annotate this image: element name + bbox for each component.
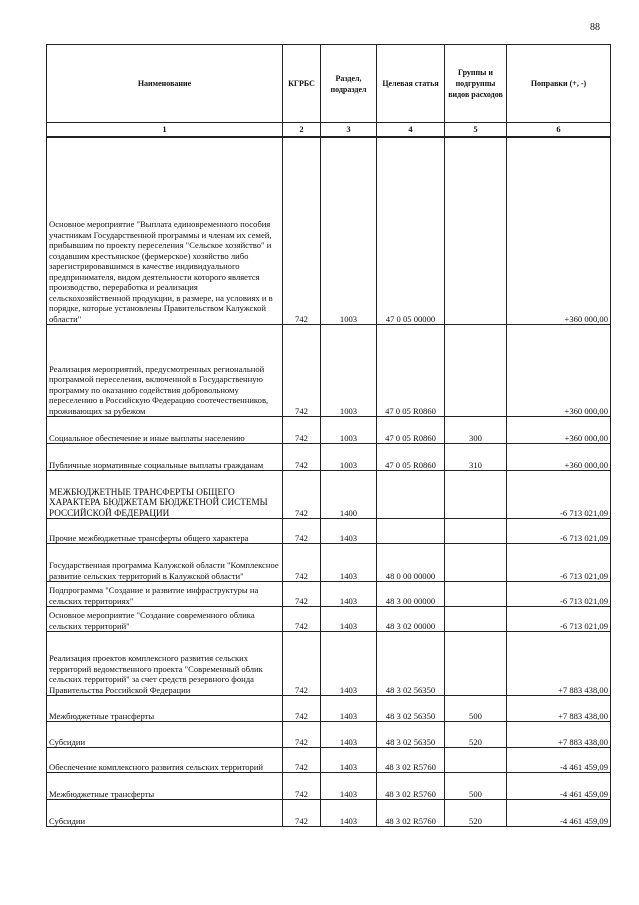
table-row [47, 632, 611, 696]
table-row [47, 748, 611, 773]
row-name: Реализация проектов комплексного развития сельских территорий ведомственного проекта "Современный облик сельских территорий" за счет средств резервного фонда Правительства Российской Федерации [47, 632, 283, 696]
row-section: 1400 [321, 471, 377, 519]
row-amount: -4 461 459,09 [507, 748, 611, 773]
row-name: Основное мероприятие "Выплата единовременного пособия участникам Государственной программы и членам их семей, прибывшим по проекту переселения "Сельское хозяйство" и создавшим крестьянское (фермерское) хозяйство либо зарегистрировавшимся в качестве индивидуального предпринимателя, видом деятельности которого является производство, переработка и реализация сельскохозяйственной продукции, в размере, на условиях и в порядке, которые установлены Правительством Калужской области" [47, 137, 283, 325]
row-name: Социальное обеспечение и иные выплаты населению [47, 417, 283, 444]
row-target: 47 0 05 R0860 [377, 444, 445, 471]
row-target: 48 3 02 R5760 [377, 748, 445, 773]
row-section: 1403 [321, 748, 377, 773]
row-name: Межбюджетные трансферты [47, 696, 283, 722]
row-amount: +360 000,00 [507, 417, 611, 444]
row-amount: +360 000,00 [507, 325, 611, 417]
row-grbs: 742 [283, 417, 321, 444]
table-row [47, 137, 611, 325]
row-amount: +7 883 438,00 [507, 632, 611, 696]
row-group: 500 [445, 696, 507, 722]
header-grbs: КГРБС [283, 45, 321, 123]
row-target: 48 3 02 R5760 [377, 773, 445, 800]
row-group: 520 [445, 800, 507, 827]
column-number: 4 [377, 123, 445, 137]
header-name: Наименование [47, 45, 283, 123]
row-section: 1403 [321, 632, 377, 696]
row-target: 48 0 00 00000 [377, 544, 445, 582]
row-section: 1003 [321, 137, 377, 325]
row-group [445, 632, 507, 696]
table-row [47, 582, 611, 607]
row-target: 48 3 00 00000 [377, 582, 445, 607]
row-target: 47 0 05 R0860 [377, 325, 445, 417]
row-amount: -4 461 459,09 [507, 773, 611, 800]
row-name: Субсидии [47, 722, 283, 748]
row-target: 48 3 02 00000 [377, 607, 445, 632]
row-group: 500 [445, 773, 507, 800]
column-number: 1 [47, 123, 283, 137]
row-group [445, 325, 507, 417]
row-grbs: 742 [283, 582, 321, 607]
row-grbs: 742 [283, 471, 321, 519]
row-grbs: 742 [283, 800, 321, 827]
row-target: 48 3 02 56350 [377, 632, 445, 696]
row-section: 1403 [321, 773, 377, 800]
row-group: 520 [445, 722, 507, 748]
header-amount: Поправки (+, -) [507, 45, 611, 123]
row-target: 47 0 05 00000 [377, 137, 445, 325]
row-grbs: 742 [283, 607, 321, 632]
row-name: Публичные нормативные социальные выплаты гражданам [47, 444, 283, 471]
row-group [445, 544, 507, 582]
row-name: МЕЖБЮДЖЕТНЫЕ ТРАНСФЕРТЫ ОБЩЕГО ХАРАКТЕРА БЮДЖЕТАМ БЮДЖЕТНОЙ СИСТЕМЫ РОССИЙСКОЙ ФЕДЕРАЦИИ [47, 471, 283, 519]
row-grbs: 742 [283, 544, 321, 582]
row-section: 1403 [321, 544, 377, 582]
row-amount: +360 000,00 [507, 137, 611, 325]
row-grbs: 742 [283, 444, 321, 471]
table-row [47, 773, 611, 800]
column-number-row [47, 123, 611, 137]
row-name: Государственная программа Калужской области "Комплексное развитие сельских территорий в Калужской области" [47, 544, 283, 582]
row-section: 1403 [321, 519, 377, 544]
header-section: Раздел, подраздел [321, 45, 377, 123]
row-section: 1403 [321, 800, 377, 827]
row-grbs: 742 [283, 696, 321, 722]
row-grbs: 742 [283, 519, 321, 544]
row-name: Обеспечение комплексного развития сельских территорий [47, 748, 283, 773]
row-section: 1003 [321, 325, 377, 417]
row-name: Прочие межбюджетные трансферты общего характера [47, 519, 283, 544]
row-group [445, 519, 507, 544]
row-target: 48 3 02 56350 [377, 722, 445, 748]
row-grbs: 742 [283, 137, 321, 325]
row-group: 310 [445, 444, 507, 471]
column-number: 6 [507, 123, 611, 137]
row-section: 1403 [321, 696, 377, 722]
row-grbs: 742 [283, 722, 321, 748]
row-grbs: 742 [283, 325, 321, 417]
header-row [47, 45, 611, 123]
row-section: 1403 [321, 722, 377, 748]
row-group [445, 748, 507, 773]
table-row [47, 800, 611, 827]
row-amount: +7 883 438,00 [507, 722, 611, 748]
row-amount: +360 000,00 [507, 444, 611, 471]
row-name: Межбюджетные трансферты [47, 773, 283, 800]
budget-table [46, 44, 611, 827]
row-grbs: 742 [283, 773, 321, 800]
table-row [47, 417, 611, 444]
row-amount: -6 713 021,09 [507, 582, 611, 607]
table-row [47, 444, 611, 471]
row-group [445, 607, 507, 632]
row-amount: -4 461 459,09 [507, 800, 611, 827]
row-section: 1003 [321, 417, 377, 444]
table-row [47, 519, 611, 544]
row-group [445, 582, 507, 607]
table-row [47, 325, 611, 417]
row-name: Реализация мероприятий, предусмотренных региональной программой переселения, включенной в Государственную программу по оказанию содействия добровольному переселению в Российскую Федерацию соотечественников, проживающих за рубежом [47, 325, 283, 417]
row-amount: +7 883 438,00 [507, 696, 611, 722]
row-target [377, 519, 445, 544]
row-grbs: 742 [283, 632, 321, 696]
row-amount: -6 713 021,09 [507, 607, 611, 632]
row-section: 1003 [321, 444, 377, 471]
header-target: Целевая статья [377, 45, 445, 123]
header-group: Группы и подгруппы видов расходов [445, 45, 507, 123]
row-name: Подпрограмма "Создание и развитие инфраструктуры на сельских территориях" [47, 582, 283, 607]
column-number: 5 [445, 123, 507, 137]
row-group [445, 137, 507, 325]
row-group [445, 471, 507, 519]
table-row [47, 471, 611, 519]
row-target: 48 3 02 R5760 [377, 800, 445, 827]
row-target: 47 0 05 R0860 [377, 417, 445, 444]
row-name: Основное мероприятие "Создание современного облика сельских территорий" [47, 607, 283, 632]
row-name: Субсидии [47, 800, 283, 827]
page-number: 88 [590, 22, 600, 33]
row-amount: -6 713 021,09 [507, 471, 611, 519]
row-target [377, 471, 445, 519]
column-number: 2 [283, 123, 321, 137]
row-amount: -6 713 021,09 [507, 544, 611, 582]
column-number: 3 [321, 123, 377, 137]
row-target: 48 3 02 56350 [377, 696, 445, 722]
row-group: 300 [445, 417, 507, 444]
table-row [47, 544, 611, 582]
row-section: 1403 [321, 582, 377, 607]
table-row [47, 696, 611, 722]
row-amount: -6 713 021,09 [507, 519, 611, 544]
table-row [47, 607, 611, 632]
row-grbs: 742 [283, 748, 321, 773]
table-row [47, 722, 611, 748]
row-section: 1403 [321, 607, 377, 632]
